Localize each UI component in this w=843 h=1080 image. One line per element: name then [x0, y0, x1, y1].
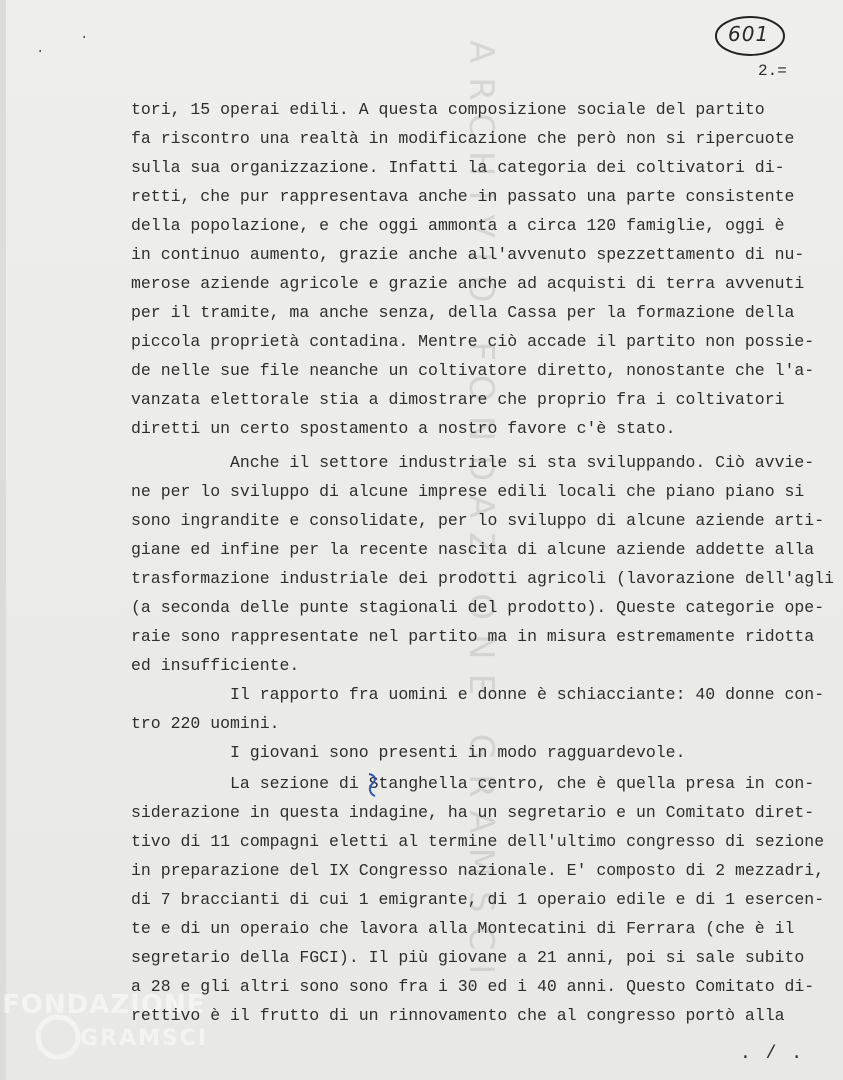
text-line: giane ed infine per la recente nascita di alcune aziende addette alla	[131, 540, 815, 559]
scan-speck: ·	[80, 30, 89, 46]
text-line: tori, 15 operai edili. A questa composizione sociale del partito	[131, 100, 765, 119]
logo-mark-icon	[38, 1017, 78, 1057]
page-number: 2.=	[758, 62, 787, 80]
text-line: rettivo è il frutto di un rinnovamento che al congresso portò alla	[131, 1006, 785, 1025]
text-line: ne per lo sviluppo di alcune imprese edili locali che piano piano si	[131, 482, 805, 501]
text-line: tivo di 11 compagni eletti al termine dell'ultimo congresso di sezione	[131, 832, 825, 851]
scan-edge	[0, 0, 6, 1080]
text-line: in continuo aumento, grazie anche all'avvenuto spezzettamento di nu-	[131, 245, 805, 264]
ink-correction-mark	[366, 772, 380, 798]
text-line: sono ingrandite e consolidate, per lo sviluppo di alcune aziende arti-	[131, 511, 825, 530]
text-line: sulla sua organizzazione. Infatti la categoria dei coltivatori di-	[131, 158, 785, 177]
text-line: della popolazione, e che oggi ammonta a circa 120 famiglie, oggi è	[131, 216, 785, 235]
text-line: a 28 e gli altri sono sono fra i 30 ed i 40 anni. Questo Comitato di-	[131, 977, 815, 996]
text-line: ed insufficiente.	[131, 656, 300, 675]
text-line: per il tramite, ma anche senza, della Cassa per la formazione della	[131, 303, 795, 322]
text-line: te e di un operaio che lavora alla Montecatini di Ferrara (che è il	[131, 919, 795, 938]
text-line: siderazione in questa indagine, ha un segretario e un Comitato diret-	[131, 803, 815, 822]
text-line: retti, che pur rappresentava anche in passato una parte consistente	[131, 187, 795, 206]
text-line: trasformazione industriale dei prodotti agricoli (lavorazione dell'agli	[131, 569, 835, 588]
text-line: in preparazione del IX Congresso nazionale. E' composto di 2 mezzadri,	[131, 861, 825, 880]
text-line: fa riscontro una realtà in modificazione che però non si ripercuote	[131, 129, 795, 148]
scan-speck: ·	[36, 44, 45, 60]
text-line: vanzata elettorale stia a dimostrare che proprio fra i coltivatori	[131, 390, 785, 409]
logo-line-1: FONDAZIONE	[2, 990, 206, 1020]
text-line: Anche il settore industriale si sta sviluppando. Ciò avvie-	[230, 453, 815, 472]
text-line: piccola proprietà contadina. Mentre ciò accade il partito non possie-	[131, 332, 815, 351]
text-line: Il rapporto fra uomini e donne è schiacciante: 40 donne con-	[230, 685, 825, 704]
text-line: I giovani sono presenti in modo ragguardevole.	[230, 743, 686, 762]
watermark-text: ARCHIVIO FONDAZIONE GRAMSCI	[461, 40, 501, 989]
text-line: segretario della FGCI). Il più giovane a 21 anni, poi si sale subito	[131, 948, 805, 967]
text-line: raie sono rappresentate nel partito ma in misura estremamente ridotta	[131, 627, 815, 646]
logo-line-2: GRAMSCI	[80, 1026, 209, 1051]
text-line: merose aziende agricole e grazie anche ad acquisti di terra avvenuti	[131, 274, 805, 293]
text-line: de nelle sue file neanche un coltivatore diretto, nonostante che l'a-	[131, 361, 815, 380]
continuation-mark: . / .	[740, 1044, 805, 1064]
text-line: (a seconda delle punte stagionali del prodotto). Queste categorie ope-	[131, 598, 825, 617]
text-line: tro 220 uomini.	[131, 714, 280, 733]
archive-number: 601	[728, 22, 770, 46]
text-line: diretti un certo spostamento a nostro favore c'è stato.	[131, 419, 676, 438]
text-line: La sezione di Stanghella centro, che è quella presa in con-	[230, 774, 815, 793]
text-line: di 7 braccianti di cui 1 emigrante, di 1 operaio edile e di 1 esercen-	[131, 890, 825, 909]
